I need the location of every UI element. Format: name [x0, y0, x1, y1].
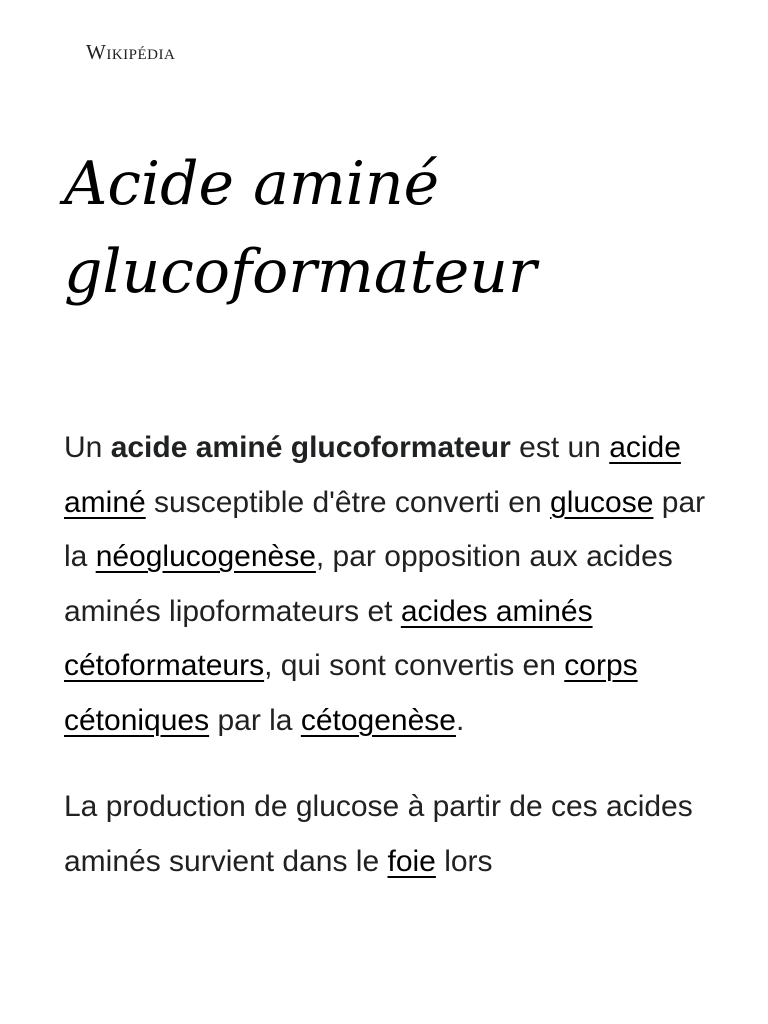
- text-run: La production de glucose à partir de ces acides aminés survient dans le: [64, 790, 693, 878]
- text-run: .: [455, 703, 465, 737]
- paragraph-production: [64, 780, 724, 889]
- text-run: par la: [64, 485, 706, 573]
- link-neoglucogenese[interactable]: néoglucogenèse: [95, 540, 316, 573]
- text-run: Un: [64, 431, 111, 464]
- page-title: Acide aminé glucoformateur: [64, 149, 537, 307]
- text-run: par la: [209, 703, 301, 737]
- text-run: lors: [435, 844, 493, 878]
- text-run: est un: [510, 431, 610, 464]
- paragraph-intro: [64, 421, 724, 748]
- link-cetogenese[interactable]: cétogenèse: [300, 703, 456, 737]
- link-glucose[interactable]: glucose: [550, 485, 654, 519]
- text-run: , par opposition aux acides aminés lipoformateurs et: [64, 540, 673, 628]
- link-acide-amine[interactable]: acide aminé: [64, 431, 681, 519]
- article-body: [64, 421, 724, 921]
- bold-term: acide aminé glucoformateur: [110, 431, 511, 464]
- link-foie[interactable]: foie: [387, 844, 436, 878]
- link-acides-amines-cetoformateurs[interactable]: acides aminés cétoformateurs: [64, 594, 593, 682]
- wikipedia-logo[interactable]: Wikipédia: [86, 40, 176, 64]
- link-corps-cetoniques[interactable]: corps cétoniques: [64, 649, 638, 737]
- text-run: , qui sont convertis en: [264, 649, 565, 682]
- text-run: susceptible d'être converti en: [145, 485, 551, 519]
